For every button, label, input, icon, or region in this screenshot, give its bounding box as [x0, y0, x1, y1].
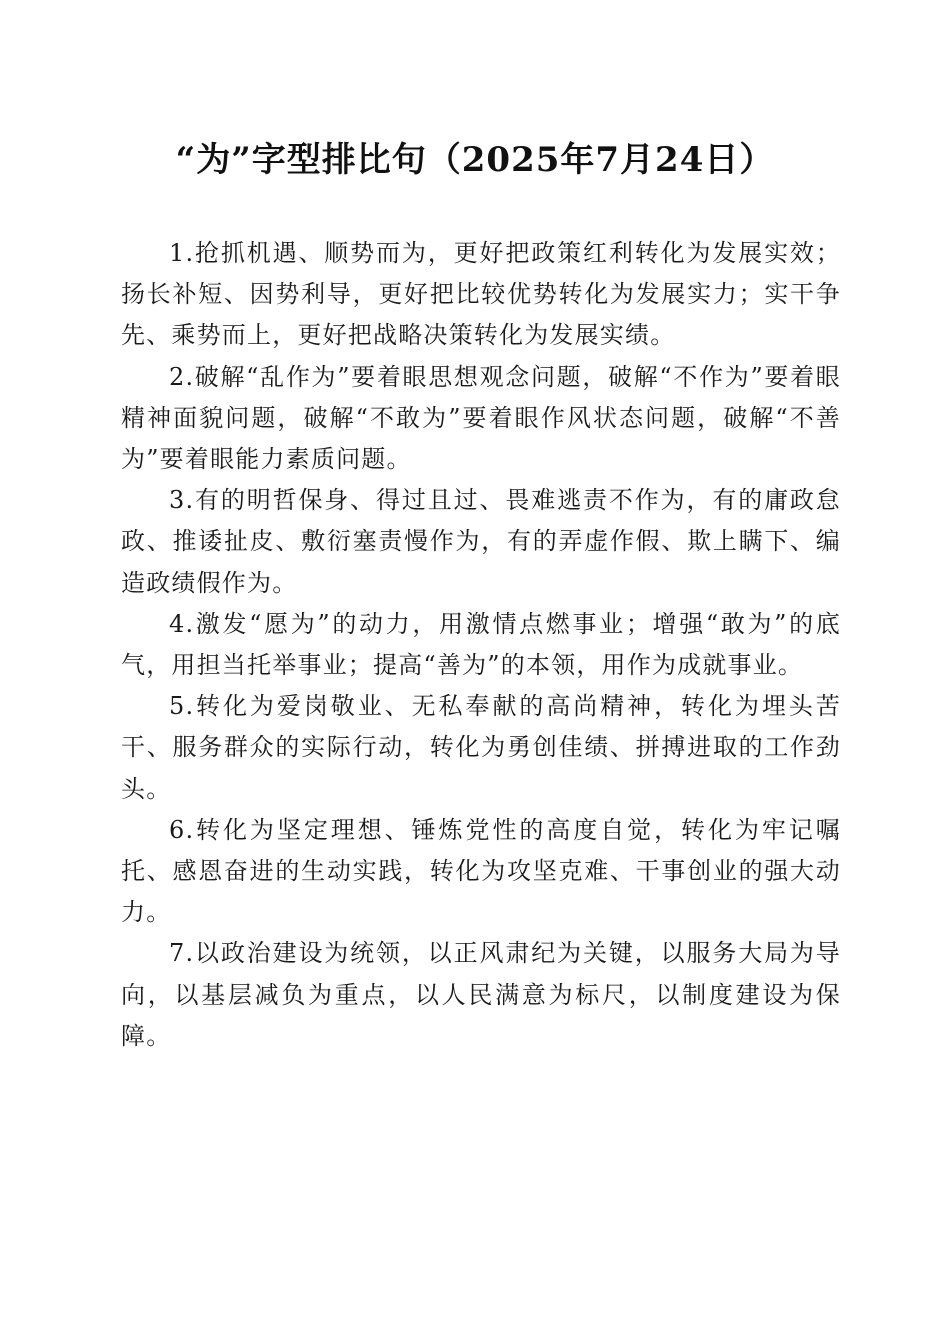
paragraph-7: 7.以政治建设为统领，以正风肃纪为关键，以服务大局为导向，以基层减负为重点，以人民满意为标尺，以制度建设为保障。	[121, 939, 841, 1050]
paragraph-4: 4.激发“愿为”的动力，用激情点燃事业；增强“敢为”的底气，用担当托举事业；提高“善为”的本领，用作为成就事业。	[121, 609, 841, 680]
document-title: “为”字型排比句（2025年7月24日）	[175, 140, 775, 180]
paragraph-3: 3.有的明哲保身、得过且过、畏难逃责不作为，有的庸政怠政、推诿扯皮、敷衍塞责慢作为，有的弄虚作假、欺上瞒下、编造政绩假作为。	[121, 486, 841, 597]
paragraph-5: 5.转化为爱岗敬业、无私奉献的高尚精神，转化为埋头苦干、服务群众的实际行动，转化为勇创佳绩、拼搏进取的工作劲头。	[121, 692, 841, 803]
paragraph-2: 2.破解“乱作为”要着眼思想观念问题，破解“不作为”要着眼精神面貌问题，破解“不敢为”要着眼作风状态问题，破解“不善为”要着眼能力素质问题。	[121, 362, 841, 474]
paragraph-1: 1.抢抓机遇、顺势而为，更好把政策红利转化为发展实效；扬长补短、因势利导，更好把比较优势转化为发展实力；实干争先、乘势而上，更好把战略决策转化为发展实绩。	[121, 239, 841, 350]
document-body	[121, 233, 841, 1057]
paragraph-6: 6.转化为坚定理想、锤炼党性的高度自觉，转化为牢记嘱托、感恩奋进的生动实践，转化为攻坚克难、干事创业的强大动力。	[121, 815, 841, 927]
